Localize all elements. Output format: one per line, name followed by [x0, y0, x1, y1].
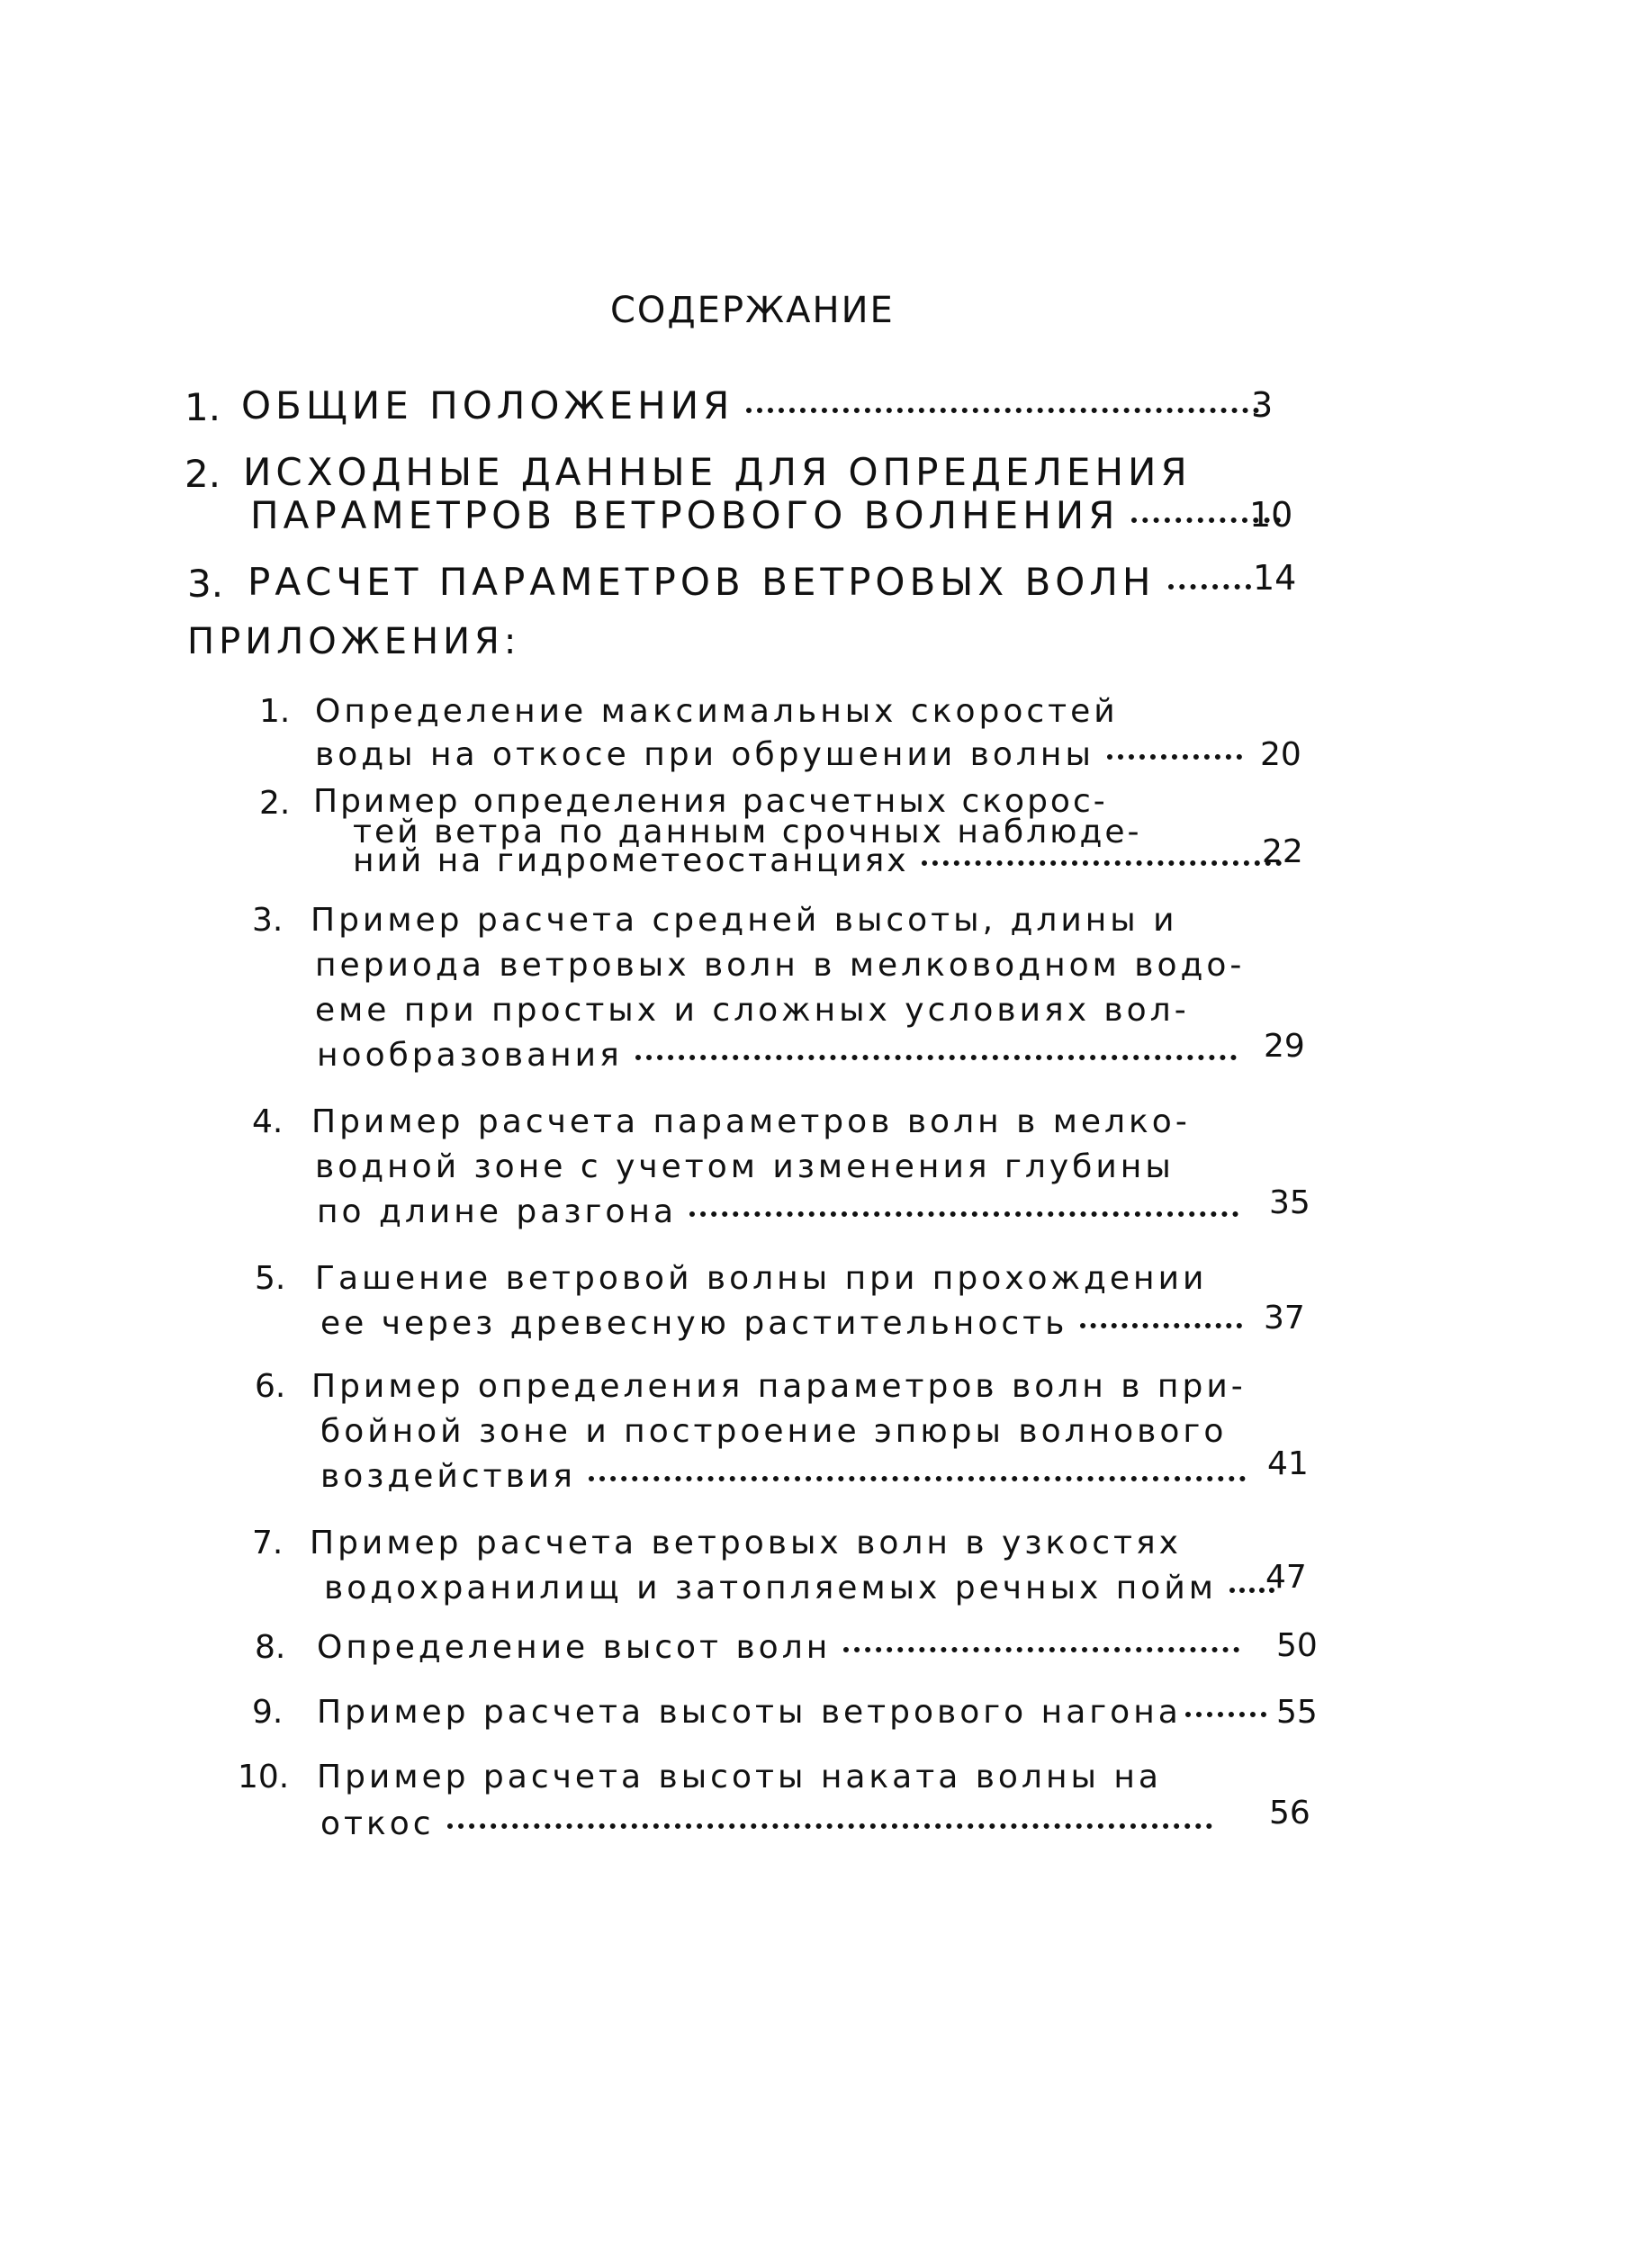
entry-page-number: 22 [1262, 833, 1303, 870]
entry-title-line: РАСЧЕТ ПАРАМЕТРОВ ВЕТРОВЫХ ВОЛН [248, 560, 1251, 604]
entry-title-line: Пример расчета высоты наката волны на [317, 1759, 1162, 1796]
dot-leader [1080, 1323, 1242, 1328]
entry-page-number: 41 [1267, 1445, 1309, 1482]
entry-page-number: 3 [1251, 385, 1274, 425]
entry-number: 5. [255, 1260, 286, 1297]
entry-title-line: Пример расчета средней высоты, длины и [311, 902, 1178, 939]
entry-title-line: ОБЩИЕ ПОЛОЖЕНИЯ [241, 383, 1259, 428]
dot-leader [1185, 1712, 1266, 1717]
dot-leader [1107, 754, 1242, 760]
entry-number: 9. [252, 1694, 284, 1731]
entry-number: 7. [252, 1525, 284, 1562]
dot-leader [746, 408, 1259, 413]
entry-page-number: 56 [1269, 1795, 1310, 1832]
entry-title-line: ПАРАМЕТРОВ ВЕТРОВОГО ВОЛНЕНИЯ [250, 493, 1281, 537]
entry-page-number: 47 [1265, 1559, 1307, 1596]
entry-page-number: 20 [1260, 736, 1301, 773]
entry-number: 3. [252, 902, 284, 939]
entry-number: 1. [259, 693, 291, 730]
entry-number: 8. [255, 1629, 286, 1666]
entry-page-number: 14 [1253, 558, 1297, 598]
entry-title-line: откос [320, 1805, 1212, 1842]
dot-leader [447, 1823, 1212, 1829]
entry-title-line: ИСХОДНЫЕ ДАННЫЕ ДЛЯ ОПРЕДЕЛЕНИЯ [243, 450, 1192, 494]
entry-page-number: 29 [1264, 1028, 1305, 1065]
entry-page-number: 37 [1264, 1300, 1305, 1336]
entry-title-line: воздействия [320, 1458, 1246, 1495]
entry-number: 2. [185, 452, 221, 496]
entry-title-line: Пример расчета параметров волн в мелко- [311, 1103, 1191, 1140]
entry-title-line: воды на откосе при обрушении волны [315, 736, 1242, 773]
entry-title-line: Пример определения параметров волн в при- [311, 1368, 1247, 1405]
dot-leader [843, 1647, 1239, 1652]
entry-title-line: Гашение ветровой волны при прохождении [315, 1260, 1208, 1297]
entry-title-line: ний на гидрометеостанциях [353, 842, 1282, 879]
entry-title-line: Определение максимальных скоростей [315, 693, 1119, 730]
entry-page-number: 50 [1276, 1627, 1318, 1664]
appendix-heading: ПРИЛОЖЕНИЯ: [187, 621, 521, 662]
entry-title-line: водной зоне с учетом изменения глубины [315, 1148, 1175, 1185]
entry-number: 1. [185, 385, 221, 429]
dot-leader [635, 1055, 1237, 1060]
dot-leader [1168, 584, 1251, 590]
entry-title-line: по длине разгона [317, 1193, 1238, 1230]
entry-page-number: 55 [1276, 1694, 1318, 1731]
entry-title-line: Определение высот волн [317, 1629, 1239, 1666]
entry-number: 3. [187, 562, 224, 606]
entry-page-number: 35 [1269, 1184, 1310, 1221]
entry-number: 2. [259, 785, 291, 822]
entry-title-line: нообразования [317, 1037, 1237, 1074]
entry-title-line: периода ветровых волн в мелководном водо- [315, 947, 1246, 984]
entry-title-line: еме при простых и сложных условиях вол- [315, 992, 1190, 1029]
dot-leader [922, 860, 1282, 866]
entry-title-line: Пример расчета ветровых волн в узкостях [310, 1525, 1182, 1562]
entry-title-line: бойной зоне и построение эпюры волнового [320, 1413, 1228, 1450]
dot-leader [589, 1476, 1246, 1481]
page-title: СОДЕРЖАНИЕ [610, 290, 895, 331]
dot-leader [689, 1211, 1238, 1217]
entry-page-number: 10 [1249, 495, 1293, 535]
entry-number: 6. [255, 1368, 286, 1405]
entry-title-line: ее через древесную растительность [320, 1305, 1242, 1342]
entry-title-line: Пример расчета высоты ветрового нагона [317, 1694, 1266, 1731]
entry-number: 4. [252, 1103, 284, 1140]
entry-title-line: тей ветра по данным срочных наблюде- [353, 814, 1142, 850]
entry-title-line: Пример определения расчетных скорос- [313, 783, 1108, 820]
entry-title-line: водохранилищ и затопляемых речных пойм [324, 1570, 1274, 1606]
entry-number: 10. [238, 1759, 290, 1796]
